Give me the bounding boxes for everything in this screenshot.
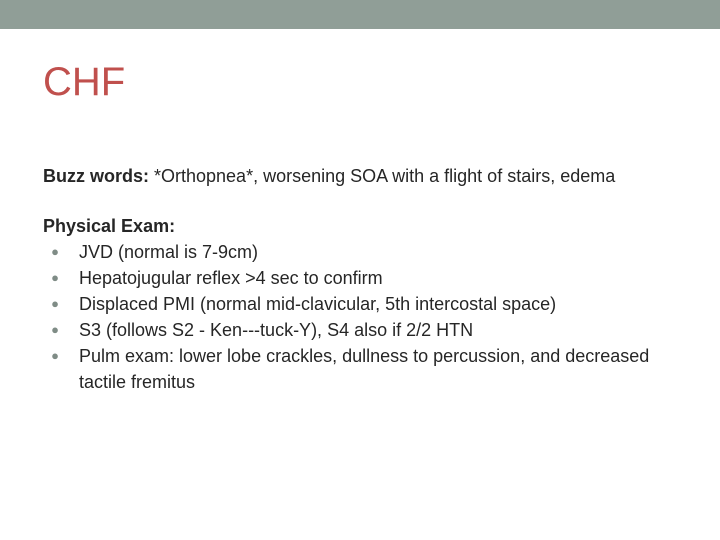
list-item-text: S3 (follows S2 - Ken---tuck-Y), S4 also if 2/2 HTN [79,320,474,340]
physical-exam-label: Physical Exam: [43,216,176,236]
bullet-icon: ● [51,348,59,363]
top-accent-bar [0,0,720,29]
physical-exam-list [43,239,683,395]
buzz-words-paragraph [43,163,683,189]
list-item-text: Hepatojugular reflex >4 sec to confirm [79,268,383,288]
list-item-text: Displaced PMI (normal mid-clavicular, 5th intercostal space) [79,294,557,314]
bullet-icon: ● [51,296,59,311]
list-item [43,317,683,343]
bullet-icon: ● [51,270,59,285]
list-item [43,343,683,395]
list-item-text: JVD (normal is 7-9cm) [79,242,259,262]
buzz-words-text: *Orthopnea*, worsening SOA with a flight of stairs, edema [149,166,616,186]
slide-body [43,163,683,395]
list-item [43,291,683,317]
bullet-icon: ● [51,244,59,259]
list-item [43,265,683,291]
list-item [43,239,683,265]
slide-title: CHF [43,60,126,104]
list-item-text: Pulm exam: lower lobe crackles, dullness to percussion, and decreased tactile fremitus [79,346,650,392]
bullet-icon: ● [51,322,59,337]
buzz-words-label: Buzz words: [43,166,149,186]
